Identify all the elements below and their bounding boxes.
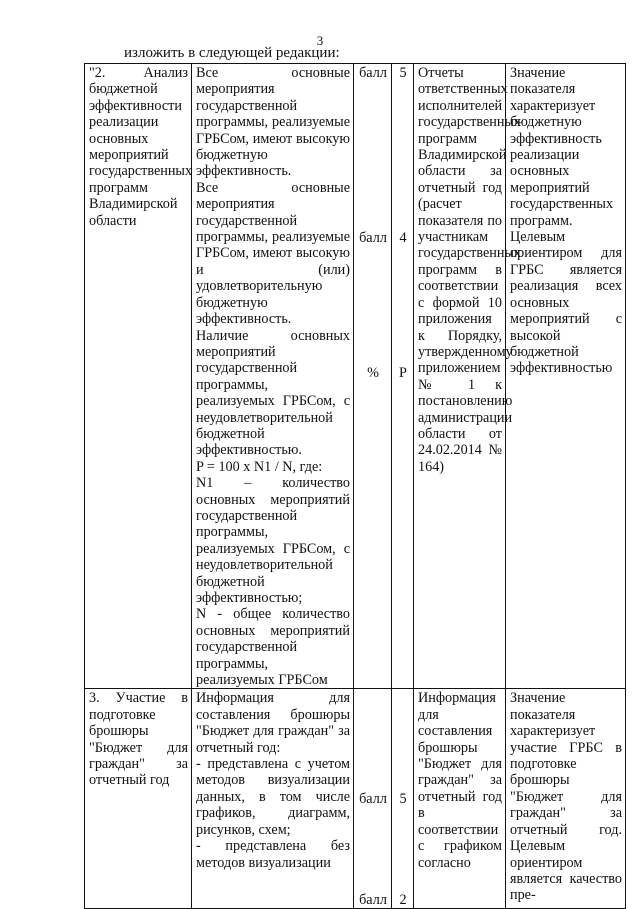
indicator-note: Значение показателя характеризует участие ГРБС в подготовке брошюры "Бюджет для граждан" за отчетный год. Целевым ориентиром является качество пре- — [506, 689, 626, 909]
indicator-description — [192, 64, 354, 689]
data-source: Информация для составления брошюры "Бюджет для граждан" за отчетный год в соответствии с графиком согласно — [414, 689, 506, 909]
indicator-description — [192, 689, 354, 909]
unit-label: балл — [359, 791, 387, 808]
unit-label: % — [367, 364, 379, 381]
data-source: Отчеты ответственных исполнителей государственных программ Владимирской области за отчетный год (расчет показателя по участникам государственных программ в соответствии с формой 10 приложения к Порядку, утвержденному приложением № 1 к постановлению администрации области от 24.02.2014 № 164) — [414, 64, 506, 689]
points-value: 4 — [399, 230, 407, 247]
page-number: 3 — [316, 33, 324, 48]
unit-label: балл — [359, 891, 387, 908]
description-line: Информация для составления брошюры "Бюджет для граждан" за отчетный год: — [196, 690, 350, 756]
unit-label: балл — [359, 230, 387, 247]
points-value: 2 — [399, 891, 407, 908]
description-line: Все основные мероприятия государственной программы, реализуемые ГРБСом, имеют высокую и (или) удовлетворительную бюджетную эффективность. — [196, 179, 350, 328]
description-line: Все основные мероприятия государственной программы, реализуемые ГРБСом, имеют высокую бюджетную эффективность. — [196, 65, 350, 180]
description-line: N1 – количество основных мероприятий государственной программы, реализуемых ГРБСом, с неудовлетворительной бюджетной эффективностью; — [196, 475, 350, 606]
formula: P = 100 x N1 / N, где: — [196, 458, 323, 475]
table-row — [85, 689, 626, 909]
unit-cell — [354, 64, 392, 689]
points-cell — [392, 64, 414, 689]
description-line: N - общее количество основных мероприятий государственной программы, реализуемых ГРБСом — [196, 606, 350, 689]
description-line: - представлена с учетом методов визуализации данных, в том числе графиков, диаграмм, рисунков, схем; — [196, 756, 350, 838]
intro-text: изложить в следующей редакции: — [124, 45, 340, 61]
indicator-name: 3. Участие в подготовке брошюры "Бюджет для граждан" за отчетный год — [85, 689, 192, 909]
points-value: 5 — [399, 65, 407, 81]
description-line: Наличие основных мероприятий государственной программы, реализуемых ГРБСом, с неудовлетворительной бюджетной эффективностью. — [196, 327, 350, 459]
indicator-note: Значение показателя характеризует бюджетную эффективность реализации основных мероприятий государственных программ. Целевым ориентиром для ГРБС является реализация всех основных мероприятий с высокой бюджетной эффективностью — [506, 64, 626, 689]
points-cell — [392, 689, 414, 909]
points-value: 5 — [399, 791, 407, 808]
indicator-name: "2. Анализ бюджетной эффективности реализации основных мероприятий государственных программ Владимирской области — [85, 64, 192, 689]
table-row — [85, 64, 626, 689]
unit-label: балл — [359, 65, 387, 81]
unit-cell — [354, 689, 392, 909]
description-line: - представлена без методов визуализации — [196, 838, 350, 871]
points-value: P — [399, 364, 407, 381]
indicators-table — [84, 63, 626, 909]
